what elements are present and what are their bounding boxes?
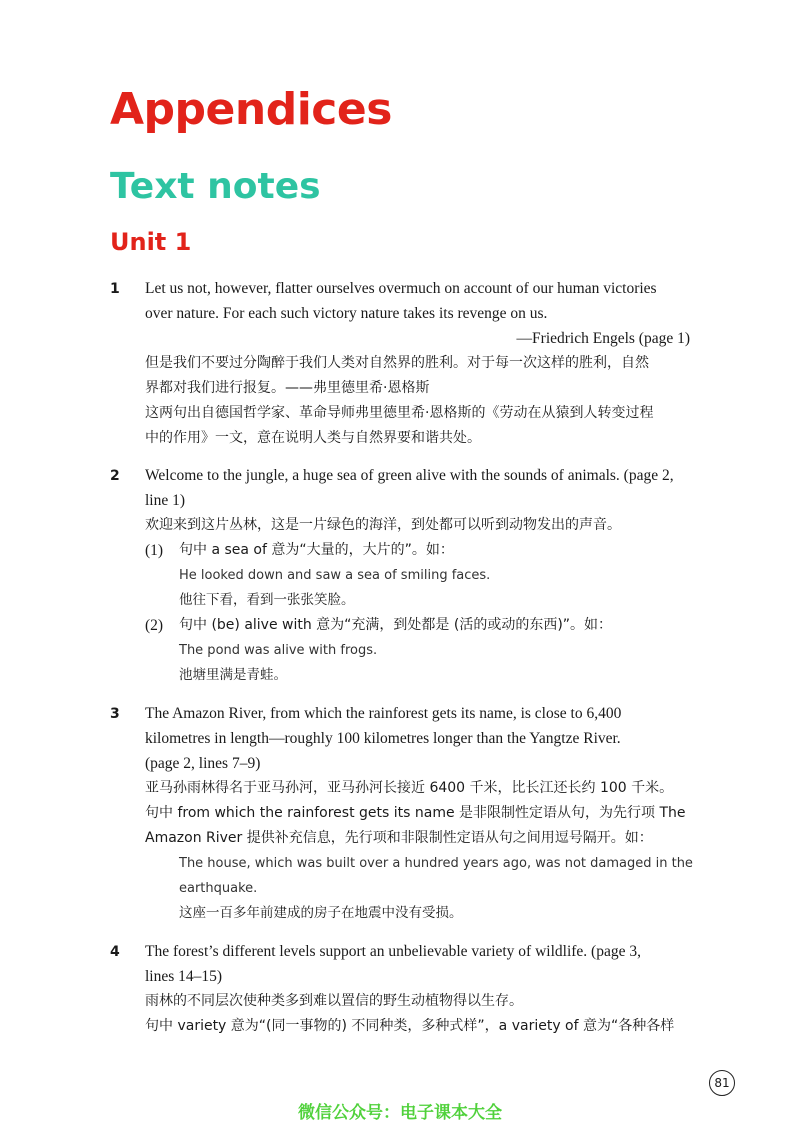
note-english-line: (page 2, lines 7–9)	[145, 755, 261, 772]
note-english-line: Let us not, however, flatter ourselves overmuch on account of our human victories	[145, 280, 657, 297]
note-english-line: lines 14–15)	[145, 968, 223, 985]
note-chinese-line: Amazon River 提供补充信息，先行项和非限制性定语从句之间用逗号隔开。如：	[145, 830, 653, 846]
example-english: He looked down and saw a sea of smiling faces.	[179, 568, 491, 583]
note-chinese-line: 界都对我们进行报复。——弗里德里希·恩格斯	[145, 380, 430, 396]
unit-title: Unit 1	[110, 228, 192, 256]
example-english: earthquake.	[179, 881, 258, 896]
note-chinese-line: 句中 from which the rainforest gets its name 是非限制性定语从句，为先行项 The	[145, 805, 686, 821]
note-english-line: line 1)	[145, 492, 186, 509]
note-chinese-line: 欢迎来到这片丛林，这是一片绿色的海洋，到处都可以听到动物发出的声音。	[145, 517, 621, 533]
note-english-line: The forest’s different levels support an unbelievable variety of wildlife. (page 3,	[145, 943, 641, 960]
note-chinese-line: 中的作用》一文，意在说明人类与自然界要和谐共处。	[145, 430, 481, 446]
example-english: The pond was alive with frogs.	[179, 643, 378, 658]
note-number: 1	[110, 281, 120, 297]
note-chinese-line: 雨林的不同层次使种类多到难以置信的野生动植物得以生存。	[145, 993, 523, 1009]
example-chinese: 池塘里满是青蛙。	[179, 667, 287, 683]
example-chinese: 他往下看，看到一张张笑脸。	[179, 592, 355, 608]
section-title: Text notes	[110, 166, 321, 207]
note-number: 3	[110, 706, 120, 722]
page-title: Appendices	[110, 84, 392, 135]
example-block	[145, 851, 693, 926]
note-number: 2	[110, 468, 120, 484]
note-chinese-line: 但是我们不要过分陶醉于我们人类对自然界的胜利。对于每一次这样的胜利，自然	[145, 355, 649, 371]
sub-note-label: (1)	[145, 542, 164, 559]
sub-note-2	[145, 613, 690, 688]
note-2	[110, 463, 690, 688]
note-english-line: The Amazon River, from which the rainforest gets its name, is close to 6,400	[145, 705, 622, 722]
sub-note-1	[145, 538, 690, 613]
note-chinese-line: 句中 variety 意为“(同一事物的) 不同种类，多种式样”，a variety of 意为“各种各样	[145, 1018, 675, 1034]
example-chinese: 这座一百多年前建成的房子在地震中没有受损。	[179, 905, 463, 921]
sub-note-text: 句中 (be) alive with 意为“充满，到处都是 (活的或动的东西)”。如：	[179, 617, 613, 633]
note-english-line: kilometres in length—roughly 100 kilometres longer than the Yangtze River.	[145, 730, 621, 747]
note-chinese-line: 这两句出自德国哲学家、革命导师弗里德里希·恩格斯的《劳动在从猿到人转变过程	[145, 405, 654, 421]
note-english-line: over nature. For each such victory nature takes its revenge on us.	[145, 305, 548, 322]
watermark: 微信公众号：电子课本大全	[298, 1103, 502, 1123]
note-1	[110, 276, 690, 451]
note-chinese-line: 亚马孙雨林得名于亚马孙河，亚马孙河长接近 6400 千米，比长江还长约 100 千米。	[145, 780, 674, 796]
example-english: The house, which was built over a hundred years ago, was not damaged in the	[179, 856, 693, 871]
note-4	[110, 939, 690, 1039]
note-3	[110, 701, 693, 926]
note-english-line: Welcome to the jungle, a huge sea of green alive with the sounds of animals. (page 2,	[145, 467, 674, 484]
note-number: 4	[110, 944, 120, 960]
page-number: 81	[709, 1070, 735, 1096]
quote-attribution: —Friedrich Engels (page 1)	[516, 330, 690, 347]
sub-note-label: (2)	[145, 617, 164, 634]
sub-note-text: 句中 a sea of 意为“大量的，大片的”。如：	[179, 542, 454, 558]
